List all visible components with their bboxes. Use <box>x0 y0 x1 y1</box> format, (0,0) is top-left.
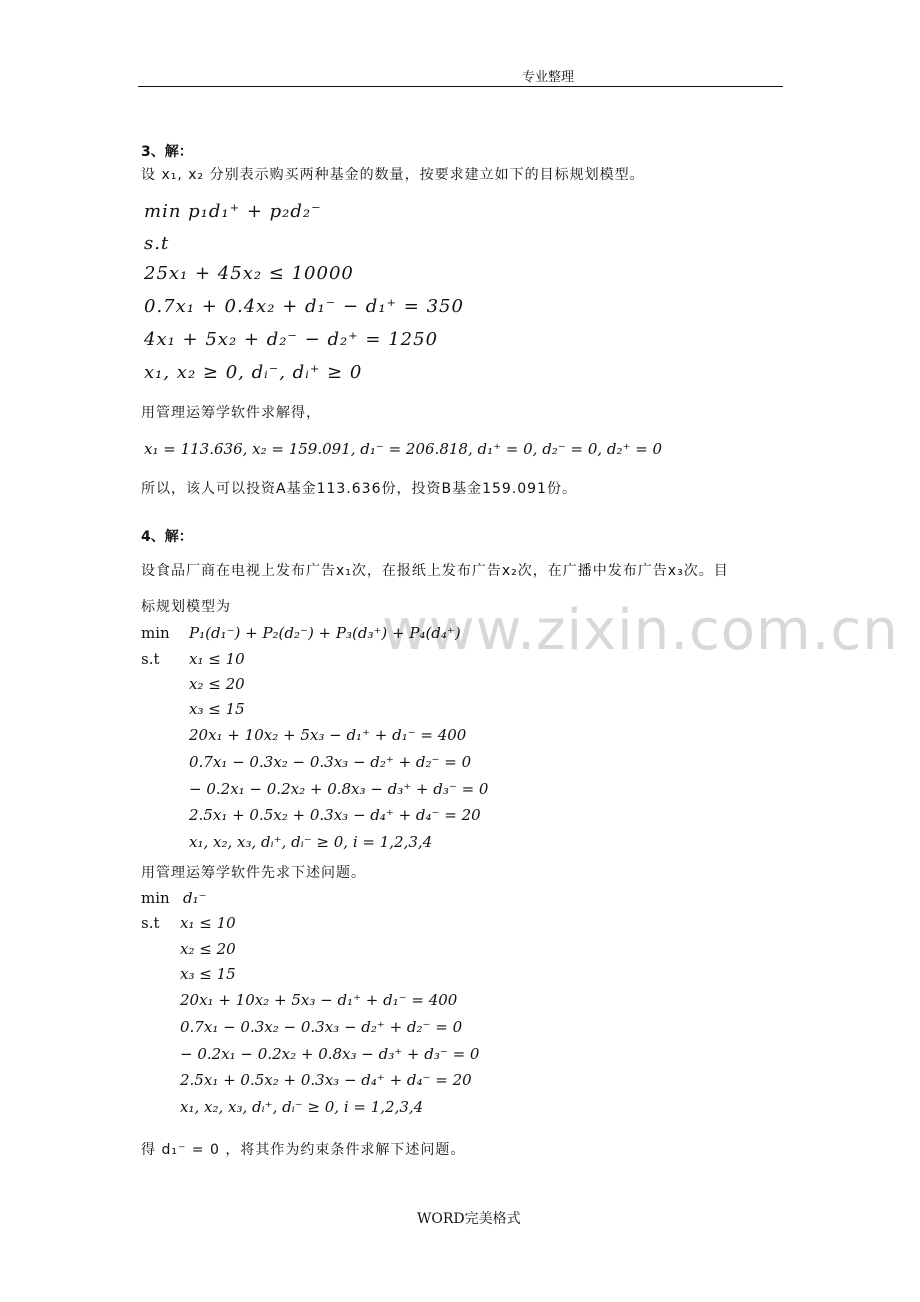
header-divider <box>138 86 783 87</box>
submodel-st-label: s.t <box>141 914 160 932</box>
problem4-constraint-4: 20x₁ + 10x₂ + 5x₃ − d₁⁺ + d₁⁻ = 400 <box>189 726 467 744</box>
problem4-intro-line1: 设食品厂商在电视上发布广告x₁次，在报纸上发布广告x₂次，在广播中发布广告x₃次。目 <box>141 563 729 579</box>
submodel-objective: d₁⁻ <box>183 889 207 907</box>
problem4-nonneg: x₁, x₂, x₃, dᵢ⁺, dᵢ⁻ ≥ 0, i = 1,2,3,4 <box>189 833 433 851</box>
problem3-conclusion: 所以，该人可以投资A基金113.636份，投资B基金159.091份。 <box>141 481 577 497</box>
submodel-constraint-5: 0.7x₁ − 0.3x₂ − 0.3x₃ − d₂⁺ + d₂⁻ = 0 <box>180 1018 463 1036</box>
problem4-min-label: min <box>141 624 170 642</box>
page-footer: WORD完美格式 <box>417 1211 521 1227</box>
submodel-constraint-1: x₁ ≤ 10 <box>180 914 236 932</box>
submodel-constraint-6: − 0.2x₁ − 0.2x₂ + 0.8x₃ − d₃⁺ + d₃⁻ = 0 <box>180 1045 480 1063</box>
problem3-st: s.t <box>144 233 170 254</box>
problem4-st-label: s.t <box>141 650 160 668</box>
submodel-constraint-2: x₂ ≤ 20 <box>180 940 236 958</box>
watermark: www.zixin.com.cn <box>382 598 899 663</box>
submodel-min-label: min <box>141 889 170 907</box>
problem3-constraint-2: 0.7x₁ + 0.4x₂ + d₁⁻ − d₁⁺ = 350 <box>144 296 464 317</box>
problem4-result-line: 得 d₁⁻ = 0 ，将其作为约束条件求解下述问题。 <box>141 1142 466 1158</box>
problem3-constraint-3: 4x₁ + 5x₂ + d₂⁻ − d₂⁺ = 1250 <box>144 329 439 350</box>
page-header-title: 专业整理 <box>522 70 575 85</box>
submodel-constraint-7: 2.5x₁ + 0.5x₂ + 0.3x₃ − d₄⁺ + d₄⁻ = 20 <box>180 1071 472 1089</box>
problem4-objective: P₁(d₁⁻) + P₂(d₂⁻) + P₃(d₃⁺) + P₄(d₄⁺) <box>189 624 461 642</box>
problem3-nonneg: x₁, x₂ ≥ 0, dᵢ⁻, dᵢ⁺ ≥ 0 <box>144 362 363 383</box>
problem4-constraint-2: x₂ ≤ 20 <box>189 675 245 693</box>
problem3-constraint-1: 25x₁ + 45x₂ ≤ 10000 <box>144 263 354 284</box>
problem4-constraint-3: x₃ ≤ 15 <box>189 700 245 718</box>
submodel-constraint-4: 20x₁ + 10x₂ + 5x₃ − d₁⁺ + d₁⁻ = 400 <box>180 991 458 1009</box>
problem3-intro: 设 x₁, x₂ 分别表示购买两种基金的数量，按要求建立如下的目标规划模型。 <box>141 167 645 183</box>
problem4-constraint-5: 0.7x₁ − 0.3x₂ − 0.3x₃ − d₂⁺ + d₂⁻ = 0 <box>189 753 472 771</box>
submodel-nonneg: x₁, x₂, x₃, dᵢ⁺, dᵢ⁻ ≥ 0, i = 1,2,3,4 <box>180 1098 424 1116</box>
problem3-solution: x₁ = 113.636, x₂ = 159.091, d₁⁻ = 206.818, d₁⁺ = 0, d₂⁻ = 0, d₂⁺ = 0 <box>144 440 663 458</box>
problem4-intro-line2: 标规划模型为 <box>141 599 231 615</box>
problem4-heading: 4、解： <box>141 529 193 545</box>
submodel-constraint-3: x₃ ≤ 15 <box>180 965 236 983</box>
problem3-objective: min p₁d₁⁺ + p₂d₂⁻ <box>144 201 322 222</box>
problem4-constraint-6: − 0.2x₁ − 0.2x₂ + 0.8x₃ − d₃⁺ + d₃⁻ = 0 <box>189 780 489 798</box>
problem4-constraint-1: x₁ ≤ 10 <box>189 650 245 668</box>
problem4-solve-first: 用管理运筹学软件先求下述问题。 <box>141 865 366 881</box>
problem4-constraint-7: 2.5x₁ + 0.5x₂ + 0.3x₃ − d₄⁺ + d₄⁻ = 20 <box>189 806 481 824</box>
problem3-heading: 3、解： <box>141 144 193 160</box>
problem3-solve-text: 用管理运筹学软件求解得， <box>141 405 321 421</box>
